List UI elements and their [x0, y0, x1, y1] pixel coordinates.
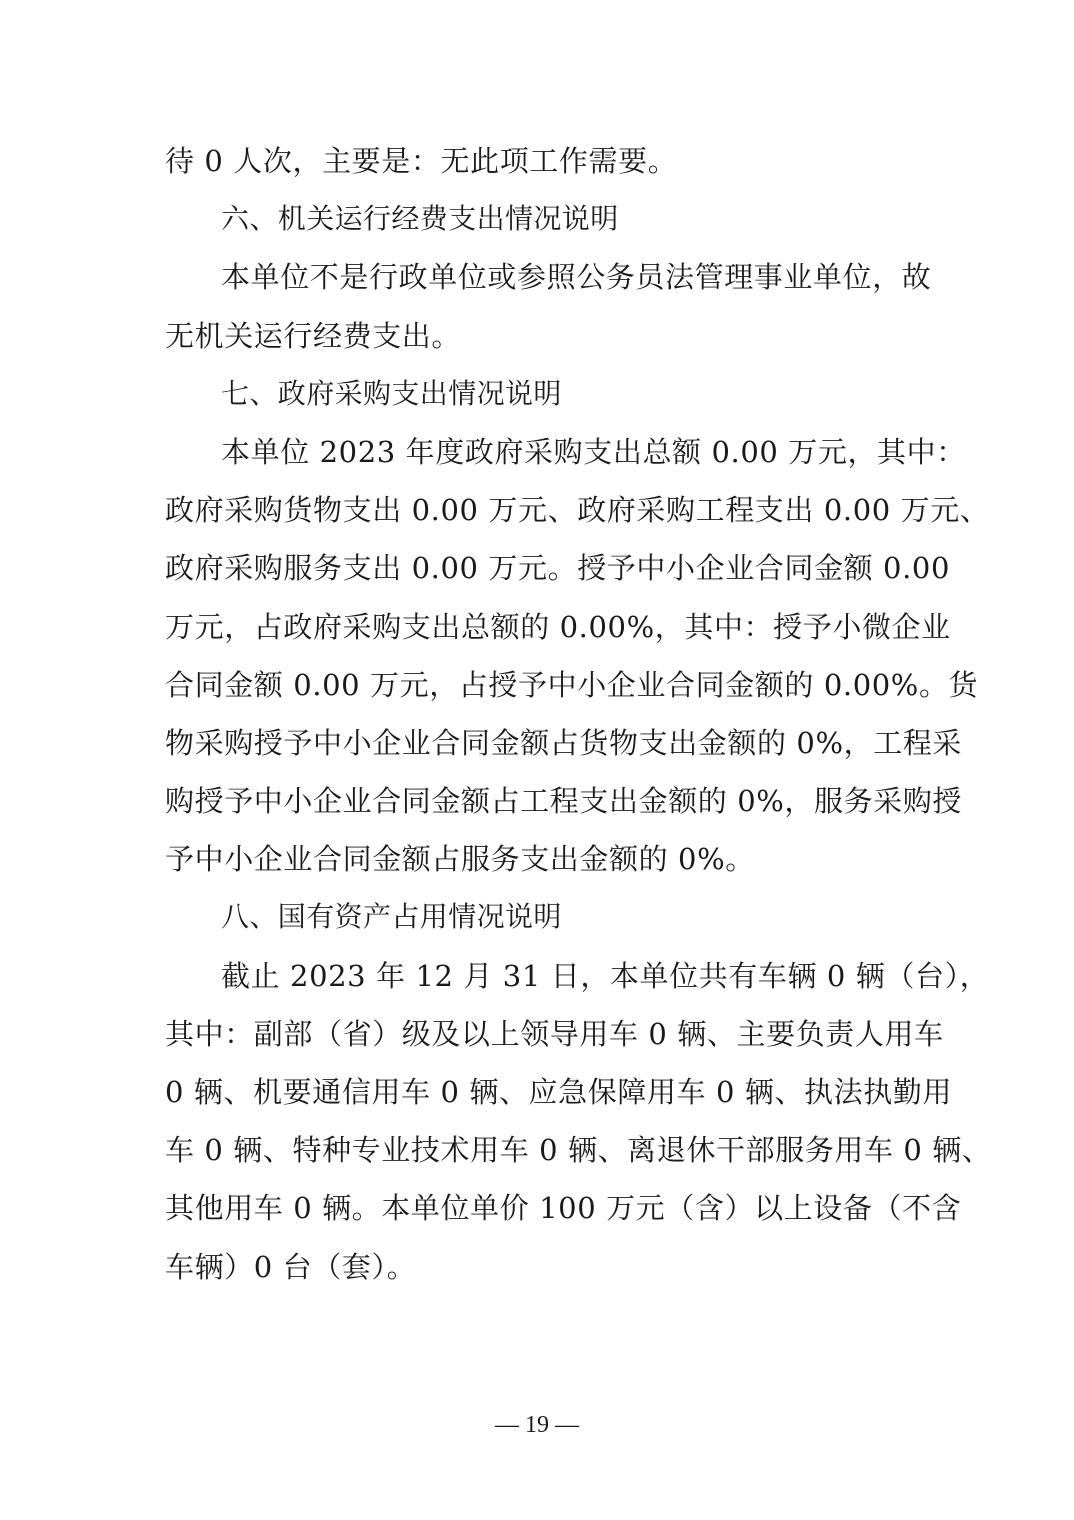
text-line: 无机关运行经费支出。 — [165, 318, 462, 353]
text-line: 待 0 人次，主要是：无此项工作需要。 — [165, 144, 678, 178]
text-line: 0 辆、机要通信用车 0 辆、应急保障用车 0 辆、执法执勤用 — [165, 1075, 953, 1109]
text-line: 购授予中小企业合同金额占工程支出金额的 0%，服务采购授 — [165, 784, 963, 819]
paragraph-first-line: 截止 2023 年 12 月 31 日，本单位共有车辆 0 辆（台）， — [221, 958, 990, 993]
text-line: 物采购授予中小企业合同金额占货物支出金额的 0%，工程采 — [165, 725, 963, 760]
paragraph-first-line: 本单位 2023 年度政府采购支出总额 0.00 万元，其中： — [221, 434, 966, 469]
text-line: 车辆）0 台（套）。 — [165, 1249, 417, 1284]
section-heading: 八、国有资产占用情况说明 — [221, 900, 562, 934]
text-line: 其他用车 0 辆。本单位单价 100 万元（含）以上设备（不含 — [165, 1191, 962, 1226]
text-line: 车 0 辆、特种专业技术用车 0 辆、离退休干部服务用车 0 辆、 — [165, 1133, 992, 1168]
page-number: — 19 — — [495, 1412, 579, 1438]
text-line: 予中小企业合同金额占服务支出金额的 0%。 — [165, 842, 755, 877]
text-line: 合同金额 0.00 万元，占授予中小企业合同金额的 0.00%。货 — [165, 667, 979, 702]
section-heading: 七、政府采购支出情况说明 — [221, 376, 562, 410]
section-heading: 六、机关运行经费支出情况说明 — [221, 202, 619, 236]
document-body — [165, 132, 992, 1296]
paragraph-first-line: 本单位不是行政单位或参照公务员法管理事业单位，故 — [221, 260, 932, 295]
text-line: 万元，占政府采购支出总额的 0.00%，其中：授予小微企业 — [165, 609, 951, 644]
text-line: 政府采购服务支出 0.00 万元。授予中小企业合同金额 0.00 — [165, 551, 950, 586]
text-line: 政府采购货物支出 0.00 万元、政府采购工程支出 0.00 万元、 — [165, 493, 990, 528]
text-line: 其中：副部（省）级及以上领导用车 0 辆、主要负责人用车 — [165, 1016, 944, 1051]
